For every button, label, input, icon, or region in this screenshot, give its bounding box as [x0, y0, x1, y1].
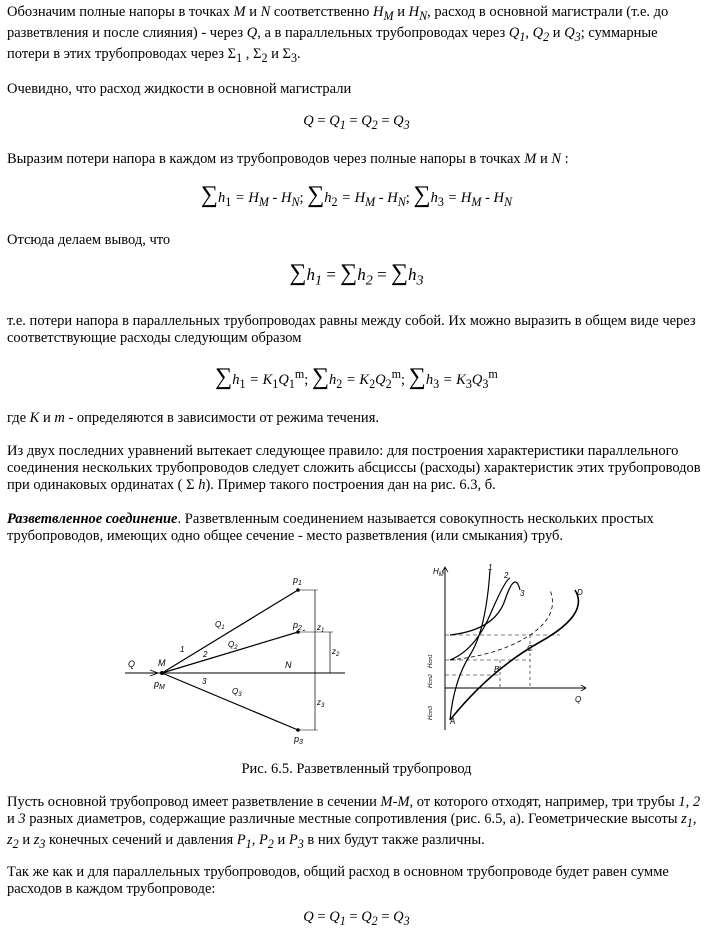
equation-head-losses: $\sum h_1 = H_M - H_N$; $\sum h_2 = H_M - H_N$; $\sum h_3 = H_M - H_N$	[200, 182, 513, 209]
label-hst1: Hст1	[428, 654, 434, 668]
label-q2: $Q_2$	[228, 640, 238, 651]
paragraph-k-m: где K и m - определяются в зависимости от режима течения.	[7, 410, 379, 426]
label-n: N	[285, 660, 292, 670]
figure-caption: Рис. 6.5. Разветвленный трубопровод	[241, 761, 472, 777]
label-pipe-3: 3	[202, 677, 207, 686]
label-q: Q	[128, 659, 136, 669]
label-curve-3: 3	[520, 589, 525, 598]
label-p3: $p_3$	[294, 734, 303, 745]
label-b: B	[494, 665, 500, 674]
curve-2	[450, 578, 510, 660]
equation-losses-flow: $\sum h_1 = K_1Q_1^m$; $\sum h_2 = K_2Q_2^m$; $\sum h_3 = K_3Q_3^m$	[215, 364, 498, 391]
label-p1: $p_1$	[293, 575, 302, 587]
label-pipe-2: 2	[203, 650, 208, 659]
label-z2: $z_2$	[332, 647, 340, 658]
label-a: A	[450, 717, 456, 726]
intro-paragraph: Обозначим полные напоры в точках M и N соответственно $H_M$ и $H_N$, расход в основной магистрали (т.е. до разветвления и после слияния) - через Q, а в параллельных трубопроводах через $Q_1$, $Q_2$ и $Q_3$; суммарные потери в этих трубопроводах через $\Sigma_1$ , $\Sigma_2$ и $\Sigma_3$.	[7, 4, 669, 65]
paragraph-branched: Разветвленное соединение. Разветвленным соединением называется совокупность нескольких простых трубопроводов, имеющих одно общее сечение - место разветвления (или смыкания) труб.	[7, 511, 654, 544]
paragraph-losses-equal: т.е. потери напора в параллельных трубопроводах равны между собой. Их можно выразить в общем виде через соответствующие расходы следующим образом	[7, 313, 696, 346]
label-q-axis: Q	[575, 695, 582, 704]
equation-total-flow: $Q = Q_1 = Q_2 = Q_3$	[303, 909, 410, 928]
label-p2: $p_2$	[293, 620, 302, 632]
paragraph-branch-section: Пусть основной трубопровод имеет разветвление в сечении М-М, от которого отходят, например, три трубы 1, 2 и 3 разных диаметров, содержащие различные местные сопротивления (рис. 6.5, а). Геометрические высоты $z_1$, $z_2$ и $z_3$ конечных сечений и давления $P_1$, $P_2$ и $P_3$ в них будут также различны.	[7, 794, 701, 851]
paragraph-total-flow: Так же как и для параллельных трубопроводов, общий расход в основном трубопроводе будет равен сумме расходов в каждом трубопроводе:	[7, 864, 669, 897]
label-m: M	[158, 658, 166, 668]
paragraph-conclusion: Отсюда делаем вывод, что	[7, 232, 171, 248]
paragraph-flow-obvious: Очевидно, что расход жидкости в основной магистрали	[7, 81, 352, 97]
label-hm: $H_M$	[433, 567, 444, 578]
label-pm: $p_M$	[154, 679, 165, 691]
equation-flow-equality: $Q = Q_1 = Q_2 = Q_3$	[303, 113, 410, 132]
label-c: C	[527, 644, 533, 653]
label-hst3: Hст3	[428, 706, 434, 720]
equation-equal-losses: $\sum h_1 = \sum h_2 = \sum h_3$	[289, 260, 424, 289]
label-curve-1: 1	[488, 563, 493, 572]
paragraph-rule: Из двух последних уравнений вытекает следующее правило: для построения характеристики параллельного соединения нескольких трубопроводов следует сложить абсциссы (расходы) характеристик этих трубопроводов при одинаковых ординатах ( Σ h). Пример такого построения дан на рис. 6.3, б.	[7, 443, 701, 493]
label-pipe-1: 1	[180, 645, 185, 654]
characteristic-curves-diagram	[410, 560, 590, 735]
label-q3: $Q_3$	[232, 687, 242, 698]
branched-pipeline-diagram	[120, 570, 350, 745]
curve-d	[450, 590, 578, 720]
paragraph-express-losses: Выразим потери напора в каждом из трубопроводов через полные напоры в точках M и N :	[7, 151, 569, 167]
curve-dashed	[450, 590, 553, 660]
label-q1: $Q_1$	[215, 620, 225, 631]
label-d: D	[577, 588, 583, 597]
pipe-3	[162, 673, 298, 730]
label-curve-2: 2	[504, 571, 509, 580]
label-z3: $z_3$	[317, 698, 325, 709]
label-hst2: Hст2	[428, 674, 434, 688]
label-z1: $z_1$	[317, 623, 325, 634]
pipe-1	[162, 590, 298, 673]
